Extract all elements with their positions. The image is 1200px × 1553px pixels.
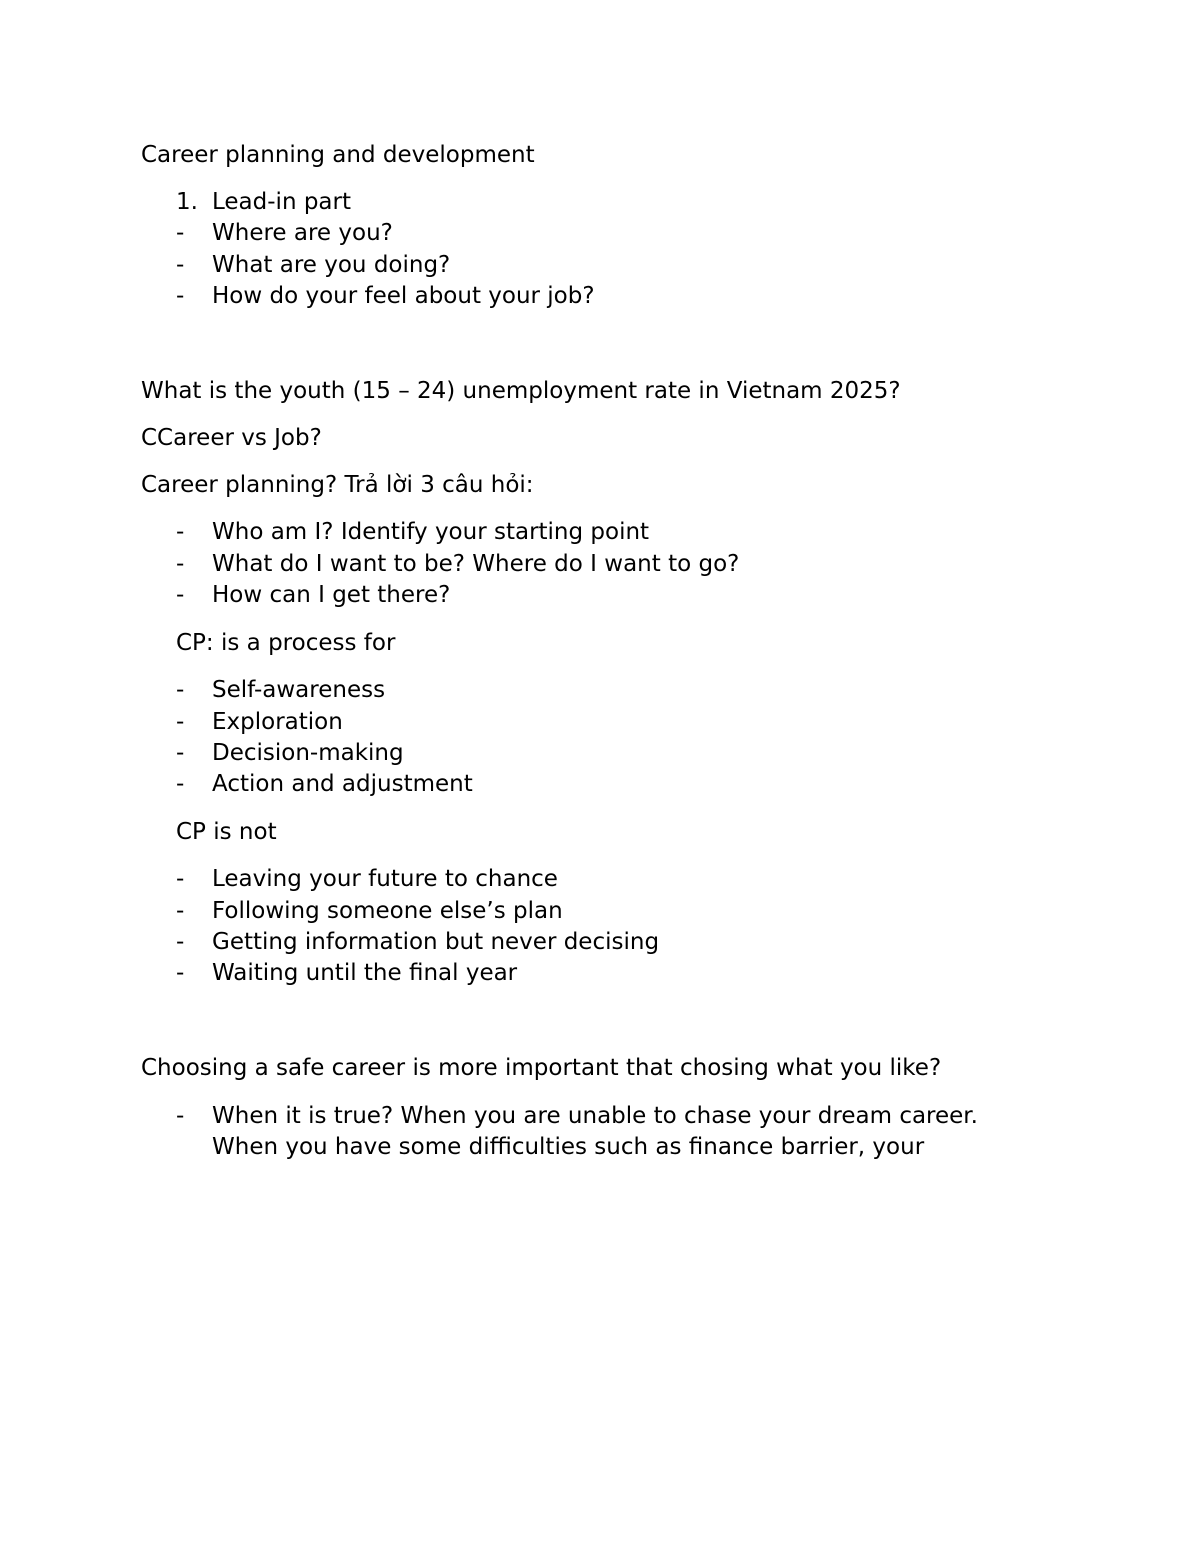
career-planning-question: Who am I? Identify your starting point [212, 519, 650, 545]
bullet-marker: - [176, 220, 185, 246]
bullet-marker: - [176, 252, 185, 278]
bullet-marker: - [176, 740, 185, 766]
bullet-marker: - [176, 551, 185, 577]
cp-is-item: Decision-making [212, 740, 404, 766]
bullet-marker: - [176, 1103, 185, 1129]
lead-in-bullet: Where are you? [212, 220, 393, 246]
cp-is-not-heading: CP is not [176, 819, 277, 845]
bullet-marker: - [176, 960, 185, 986]
question-unemployment: What is the youth (15 – 24) unemployment rate in Vietnam 2025? [141, 378, 901, 404]
bullet-marker: - [176, 519, 185, 545]
safe-career-answer-line: When you have some difficulties such as finance barrier, your [212, 1134, 925, 1160]
career-planning-question: How can I get there? [212, 582, 451, 608]
safe-career-answer-line: When it is true? When you are unable to chase your dream career. [212, 1103, 978, 1129]
cp-is-not-item: Leaving your future to chance [212, 866, 558, 892]
career-planning-question: What do I want to be? Where do I want to go? [212, 551, 740, 577]
bullet-marker: - [176, 677, 185, 703]
cp-is-item: Exploration [212, 709, 343, 735]
bullet-marker: - [176, 582, 185, 608]
cp-is-heading: CP: is a process for [176, 630, 396, 656]
cp-is-item: Action and adjustment [212, 771, 473, 797]
bullet-marker: - [176, 283, 185, 309]
question-career-vs-job: CCareer vs Job? [141, 425, 322, 451]
cp-is-not-item: Waiting until the final year [212, 960, 518, 986]
safe-career-question: Choosing a safe career is more important that chosing what you like? [141, 1055, 942, 1081]
lead-in-label: Lead-in part [212, 189, 351, 215]
cp-is-item: Self-awareness [212, 677, 386, 703]
lead-in-bullet: How do your feel about your job? [212, 283, 595, 309]
bullet-marker: - [176, 771, 185, 797]
bullet-marker: - [176, 709, 185, 735]
cp-is-not-item: Getting information but never decising [212, 929, 660, 955]
cp-is-not-item: Following someone else’s plan [212, 898, 563, 924]
list-number: 1. [176, 189, 198, 215]
bullet-marker: - [176, 898, 185, 924]
bullet-marker: - [176, 929, 185, 955]
bullet-marker: - [176, 866, 185, 892]
career-planning-heading: Career planning? Trả lời 3 câu hỏi: [141, 472, 534, 498]
document-title: Career planning and development [141, 142, 535, 168]
lead-in-bullet: What are you doing? [212, 252, 451, 278]
